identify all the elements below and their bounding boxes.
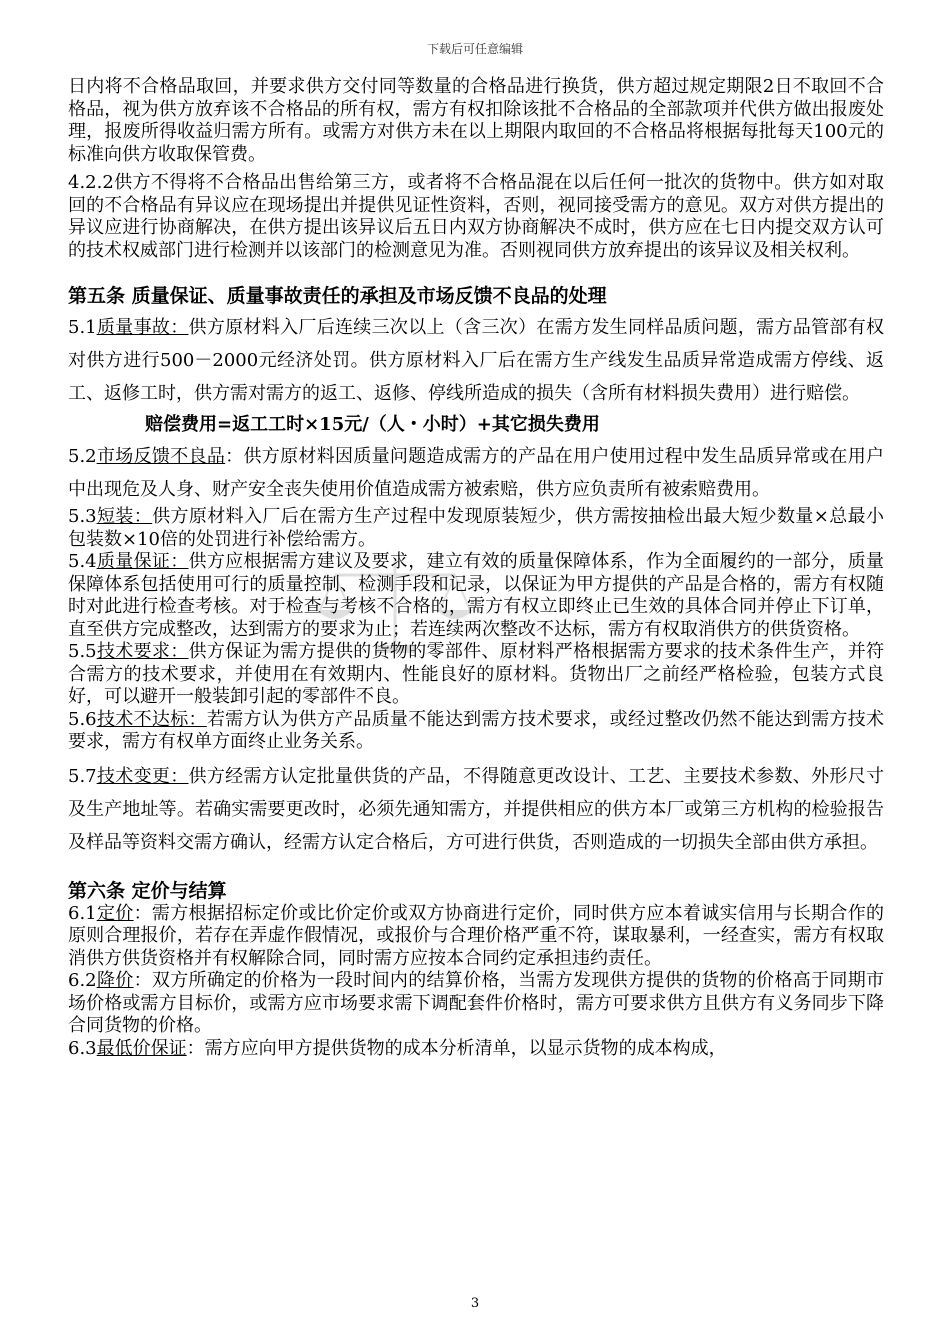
document-body: [68, 76, 884, 1060]
clause-term: 短装：: [96, 506, 153, 527]
clause-term: 市场反馈不良品: [96, 446, 226, 467]
clause-text: ：供方原材料因质量问题造成需方的产品在用户使用过程中发生品质异常或在用户中出现危及人身、财产安全丧失使用价值造成需方被索赔，供方应负责所有被索赔费用。: [68, 446, 885, 500]
clause-text: 供方保证为需方提供的货物的零部件、原材料严格根据需方要求的技术条件生产，并符合需方的技术要求，并使用在有效期内、性能良好的原材料。货物出厂之前经严格检验，包装方式良好，可以避开一般装卸引起的零部件不良。: [68, 641, 885, 707]
clause-6-2: [68, 970, 884, 1038]
clause-term: 降价: [96, 970, 134, 991]
clause-5-4: [68, 551, 884, 641]
clause-term: 定价: [96, 902, 134, 924]
clause-5-5: [68, 641, 884, 709]
compensation-formula: 赔偿费用=返工工时×15元/（人・小时）+其它损失费用: [145, 414, 600, 435]
clause-number: 6.1: [68, 902, 97, 924]
article-6-heading: 第六条 定价与结算: [68, 879, 227, 902]
clause-number: 5.5: [68, 641, 97, 662]
clause-6-3: [68, 1038, 884, 1061]
header-note: 下载后可任意编辑: [426, 42, 523, 56]
clause-5-3: [68, 506, 884, 551]
clause-term: 技术要求：: [96, 641, 189, 662]
clause-number: 5.4: [68, 551, 97, 572]
clause-term: 质量事故：: [96, 317, 189, 338]
clause-number: 6.3: [68, 1037, 97, 1059]
clause-text: 供方原材料入厂后在需方生产过程中发现原装短少，供方需按抽检出最大短少数量×总最小包装数×10倍的处罚进行补偿给需方。: [68, 506, 885, 550]
clause-text: ：双方所确定的价格为一段时间内的结算价格，当需方发现供方提供的货物的价格高于同期市场价格或需方目标价，或需方应市场要求需下调配套件价格时，需方可要求供方且供方有义务同步下降合同货物的价格。: [68, 970, 885, 1036]
clause-5-1: [68, 311, 884, 410]
clause-5-2: [68, 440, 884, 506]
clause-text: 若需方认为供方产品质量不能达到需方技术要求，或经过整改仍然不能达到需方技术要求，需方有权单方面终止业务关系。: [68, 708, 885, 752]
clause-text: 供方应根据需方建议及要求，建立有效的质量保障体系，作为全面履约的一部分，质量保障体系包括使用可行的质量控制、检测手段和记录，以保证为甲方提供的产品是合格的，需方有权随时对此进行检查考核。对于检查与考核不合格的，需方有权立即终止已生效的具体合同并停止下订单，直至供方完成整改，达到需方的要求为止；若连续两次整改不达标，需方有权取消供方的供货资格。: [68, 551, 885, 640]
clause-text: ：需方根据招标定价或比价定价或双方协商进行定价，同时供方应本着诚实信用与长期合作的原则合理报价，若存在弄虚作假情况，或报价与合理价格严重不符，谋取暴利，一经查实，需方有权取消供方供货资格并有权解除合同，同时需方应按本合同约定承担违约责任。: [68, 902, 885, 969]
clause-term: 质量保证：: [96, 551, 189, 572]
clause-number: 5.7: [68, 765, 97, 787]
page-number: 3: [470, 1296, 480, 1311]
clause-text: ：需方应向甲方提供货物的成本分析清单，以显示货物的成本构成，: [186, 1037, 727, 1059]
clause-number: 6.2: [68, 970, 97, 991]
clause-5-6: [68, 709, 884, 754]
clause-term: 技术不达标：: [96, 708, 207, 730]
article-5-heading: 第五条 质量保证、质量事故责任的承担及市场反馈不良品的处理: [68, 285, 607, 307]
clause-term: 最低价保证: [96, 1037, 187, 1059]
clause-text: 供方原材料入厂后连续三次以上（含三次）在需方发生同样品质问题，需方品管部有权对供方进行500－2000元经济处罚。供方原材料入厂后在需方生产线发生品质异常造成需方停线、返工、返修工时，供方需对需方的返工、返修、停线所造成的损失（含所有材料损失费用）进行赔偿。: [68, 317, 885, 404]
clause-number: 5.6: [68, 708, 97, 730]
clause-number: 5.2: [68, 446, 97, 467]
clause-text: 供方经需方认定批量供货的产品，不得随意更改设计、工艺、主要技术参数、外形尺寸及生产地址等。若确实需要更改时，必须先通知需方，并提供相应的供方本厂或第三方机构的检验报告及样品等资料交需方确认，经需方认定合格后，方可进行供货，否则造成的一切损失全部由供方承担。: [68, 765, 885, 853]
clause-number: 5.1: [68, 317, 97, 338]
clause-5-7: [68, 760, 884, 859]
clause-number: 5.3: [68, 506, 97, 527]
paragraph-4-2-1-continued: 日内将不合格品取回，并要求供方交付同等数量的合格品进行换货，供方超过规定期限2日不取回不合格品，视为供方放弃该不合格品的所有权，需方有权扣除该批不合格品的全部款项并代供方做出报废处理，报废所得收益归需方所有。或需方对供方未在以上期限内取回的不合格品将根据每批每天100元的标准向供方收取保管费。: [68, 76, 884, 165]
paragraph-4-2-2: 4.2.2供方不得将不合格品出售给第三方，或者将不合格品混在以后任何一批次的货物中。供方如对取回的不合格品有异议应在现场提出并提供见证性资料，否则，视同接受需方的意见。双方对供方提出的异议应进行协商解决，在供方提出该异议后五日内双方协商解决不成时，供方应在七日内提交双方认可的技术权威部门进行检测并以该部门的检测意见为准。否则视同供方放弃提出的该异议及相关权利。: [68, 172, 884, 261]
clause-6-1: [68, 903, 884, 971]
clause-term: 技术变更：: [96, 765, 189, 787]
